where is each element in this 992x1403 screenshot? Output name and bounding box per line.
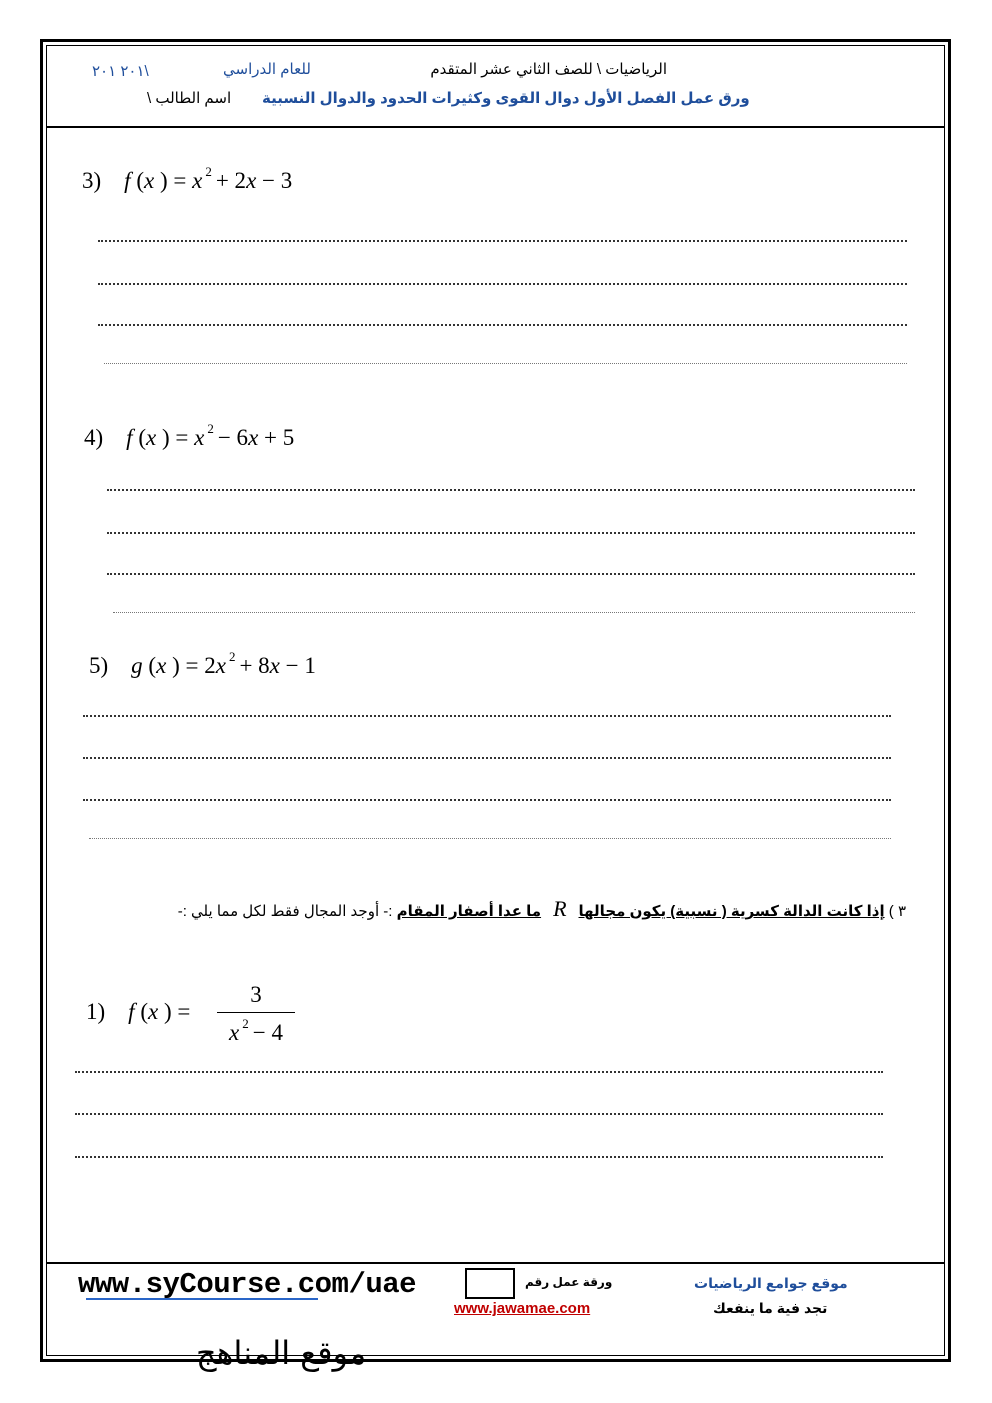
problem-number: 4) <box>84 425 104 450</box>
exponent: 2 <box>228 649 236 664</box>
denominator-var: x <box>229 1020 240 1045</box>
function-name: g <box>131 653 143 678</box>
problem-number: 5) <box>89 653 109 678</box>
function-var: x <box>147 999 159 1024</box>
answer-line <box>83 715 891 717</box>
site-slogan: تجد فية ما ينفعك <box>713 1300 828 1316</box>
term: − 3 <box>262 168 293 193</box>
term: x <box>194 425 205 450</box>
function-var: x <box>143 168 155 193</box>
rational-domain-rule: إذا كانت الدالة كسرية ( نسبية) يكون مجالها <box>578 903 885 920</box>
problem-number: 3) <box>82 168 102 193</box>
function-name: f <box>128 999 135 1024</box>
exponent: 2 <box>242 1016 249 1031</box>
answer-line <box>75 1156 883 1158</box>
sycourse-url[interactable]: www.syCourse.com/uae <box>78 1268 417 1301</box>
answer-line <box>113 612 915 613</box>
rational-problem-1: 1) f (x ) = <box>86 999 191 1024</box>
equals-sign: = <box>185 653 199 678</box>
function-name: f <box>126 425 133 450</box>
answer-line <box>89 838 891 839</box>
answer-line <box>75 1113 883 1115</box>
academic-year-label: للعام الدراسي <box>223 61 311 78</box>
site-name: موقع جوامع الرياضيات <box>694 1275 848 1291</box>
answer-line <box>107 532 915 534</box>
term: 2 <box>204 653 216 678</box>
term: x <box>215 653 226 678</box>
term: + 5 <box>264 425 295 450</box>
answer-line <box>107 573 915 575</box>
term: x <box>246 168 257 193</box>
instruction-text: :- أوجد المجال فقط لكل مما يلي :- <box>177 903 393 920</box>
section-number: ٣ ) <box>888 903 906 920</box>
answer-line <box>98 240 907 242</box>
term: − 6 <box>217 425 249 450</box>
answer-line <box>104 363 907 364</box>
sheet-number-label: ورقة عمل رقم <box>525 1275 613 1289</box>
term: x <box>269 653 280 678</box>
footer-divider <box>46 1262 945 1264</box>
answer-line <box>98 283 907 285</box>
academic-year-value: ٢٠١ ٢٠١\ <box>92 63 149 80</box>
function-name: f <box>124 168 131 193</box>
term: x <box>192 168 203 193</box>
worksheet-title: ورق عمل الفصل الأول دوال القوى وكثيرات الحدود والدوال النسبية <box>262 90 750 107</box>
uae-box <box>465 1268 515 1299</box>
jawamae-link[interactable]: www.jawamae.com <box>454 1300 591 1317</box>
term: + 2 <box>215 168 247 193</box>
problem-5-equation: 5) g (x ) = 2x $^2$ + 8x − 1 <box>89 649 316 678</box>
answer-line <box>98 324 907 326</box>
problem-3-equation: 3) f (x ) = x $^2$ + 2x − 3 <box>82 164 293 193</box>
function-var: x <box>145 425 157 450</box>
manahej-watermark: موقع المناهج <box>196 1334 367 1372</box>
equals-sign: = <box>177 999 191 1024</box>
problem-number: 1) <box>86 999 106 1024</box>
denominator-rest: − 4 <box>252 1020 283 1045</box>
answer-line <box>83 799 891 801</box>
numerator: 3 <box>250 982 262 1007</box>
answer-line <box>107 489 915 491</box>
except-zeros-text: ما عدا أصفار المقام <box>396 903 542 920</box>
problem-4-equation: 4) f (x ) = x $^2$ − 6x + 5 <box>84 421 295 450</box>
header-divider <box>46 126 945 128</box>
student-name-label: اسم الطالب \ <box>147 90 232 107</box>
fraction <box>215 982 297 1046</box>
equals-sign: = <box>173 168 187 193</box>
term: − 1 <box>285 653 316 678</box>
section-3-instruction <box>178 896 906 922</box>
answer-line <box>83 757 891 759</box>
term: + 8 <box>239 653 270 678</box>
answer-line <box>75 1071 883 1073</box>
term: x <box>248 425 259 450</box>
denominator <box>215 1013 297 1046</box>
real-numbers-symbol: R <box>553 896 567 921</box>
exponent: 2 <box>207 421 214 436</box>
exponent: 2 <box>205 164 212 179</box>
equals-sign: = <box>175 425 189 450</box>
subject-line: الرياضيات \ للصف الثاني عشر المتقدم <box>430 61 667 78</box>
function-var: x <box>156 653 167 678</box>
